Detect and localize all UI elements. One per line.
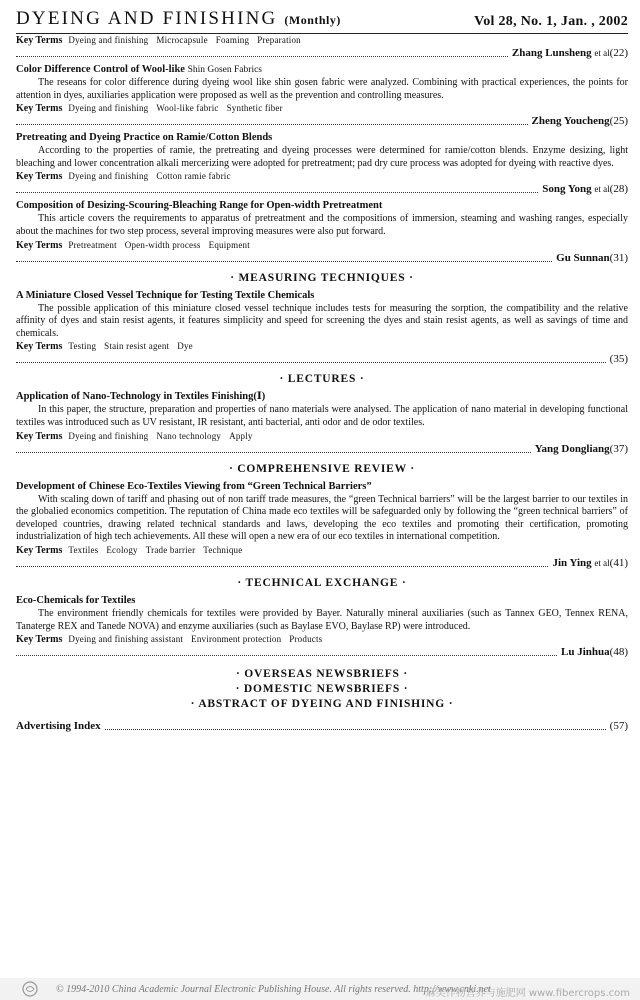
section-heading: · LECTURES · (279, 373, 365, 386)
article-author (552, 557, 609, 570)
article-author (556, 252, 610, 265)
key-term: Dyeing and finishing assistant (68, 634, 184, 645)
page-header (16, 0, 628, 34)
advertising-label: Advertising Index (16, 720, 101, 733)
article-abstract: With scaling down of tariff and phasing out of non tariff trade measures, the “green Technical barriers” will be the largest barrier to our textiles in the globalied economics competition. The reputation of China made eco textiles will be safeguarded only by following the “green technical barriers” of developed countries, drawing related technical standards and laws, developing the eco textiles and promoting their certification, promoting industrialization of high tech achievements. All these will open a new era of our eco textiles in international competition. (16, 493, 628, 543)
page-number: (48) (609, 646, 628, 659)
key-term: Textiles (68, 544, 99, 555)
article-author (561, 646, 610, 659)
key-term: Foaming (215, 35, 250, 45)
author-name: Song Yong (542, 183, 592, 196)
page-number: (25) (609, 115, 628, 128)
article-abstract: According to the properties of ramie, the pretreating and dyeing processes were determined for ramie/cotton blends. Enzyme desizing, light bleaching and lower concentration alkali mercerizing were adopted for pretreatment; pad dry cure process was adopted for dyeing with reactive dyes. (16, 145, 628, 169)
key-term: Cotton ramie fabric (156, 171, 231, 182)
journal-name: DYEING AND FINISHING (16, 8, 278, 29)
key-terms-label: Key Terms (16, 430, 63, 442)
key-term: Testing (68, 341, 97, 352)
article-title-main: Pretreating and Dyeing Practice on Ramie/Cotton Blends (16, 132, 273, 144)
article-title-main: A Miniature Closed Vessel Technique for Testing Textile Chemicals (16, 289, 315, 301)
article-title-main: Eco-Chemicals for Textiles (16, 594, 136, 606)
advertising-index (16, 720, 628, 733)
key-term: Synthetic fiber (226, 103, 283, 114)
article-title (16, 131, 628, 145)
leader-dots (16, 124, 528, 125)
key-terms-label: Key Terms (16, 35, 63, 46)
article-title-tail: Shin Gosen Fabrics (187, 65, 262, 75)
author-name: Lu Jinhua (561, 646, 610, 659)
key-terms-label: Key Terms (16, 103, 63, 115)
author-et-al: et al (594, 557, 610, 568)
author-name: Zhang Lunsheng (511, 47, 592, 59)
issue-info: Vol 28, No. 1, Jan. , 2002 (474, 14, 628, 29)
page-number: (41) (609, 556, 628, 569)
leader-dots (16, 452, 531, 453)
article-byline (16, 557, 628, 570)
key-term: Dyeing and finishing (68, 103, 149, 114)
author-name: Jin Ying (552, 556, 592, 569)
site-watermark: 麻类作物营养与施肥网 www.fibercrops.com (425, 988, 630, 999)
article-byline (16, 115, 628, 128)
author-name: Zheng Youcheng (531, 115, 610, 128)
key-term: Dyeing and finishing (68, 430, 149, 441)
copyright-notice: © 1994-2010 China Academic Journal Electronic Publishing House. All rights reserved. http://www.cnki.net (56, 984, 491, 995)
article-byline (16, 252, 628, 265)
article-byline (16, 646, 628, 659)
key-term: Nano technology (156, 430, 222, 441)
article-abstract: The possible application of this miniature closed vessel technique includes tests for measuring the sorption, the compatibility and the relative affinity of dyes and stain resist agents, it features simplicity and speed for screening the dyes and stain resist agents, as well as savings of time and chemicals. (16, 302, 628, 339)
leader-dots (16, 362, 606, 363)
key-term: Apply (229, 430, 253, 441)
table-of-contents (16, 34, 628, 733)
leader-dots (16, 655, 557, 656)
key-term: Technique (203, 544, 243, 555)
article-abstract: In this paper, the structure, preparation and properties of nano materials were analysed. The application of nano material in developing functional textiles was introduced such as UV resistant, IR resistant, anti bacterial, anti odor and de odor textiles. (16, 404, 628, 428)
section-heading: · COMPREHENSIVE REVIEW · (228, 462, 416, 475)
section-heading: · ABSTRACT OF DYEING AND FINISHING · (190, 698, 454, 711)
key-terms-line (16, 170, 628, 183)
key-term: Ecology (106, 544, 138, 555)
article-title-main: Color Difference Control of Wool-like (16, 64, 188, 75)
journal-title (16, 8, 341, 30)
page-number: (37) (609, 442, 628, 455)
journal-contents-page (16, 0, 628, 733)
leader-dots (16, 56, 508, 57)
key-term: Stain resist agent (104, 341, 170, 352)
page-number: (22) (609, 47, 628, 59)
leader-dots (16, 261, 552, 262)
article-byline (16, 443, 628, 456)
key-term: Pretreatment (68, 239, 117, 250)
author-name: Gu Sunnan (556, 251, 610, 264)
key-terms-line (16, 340, 628, 353)
key-term: Products (289, 634, 323, 645)
author-et-al: et al (594, 184, 610, 195)
leader-dots (105, 729, 606, 730)
article-title (16, 480, 628, 494)
key-term: Wool-like fabric (156, 103, 219, 114)
page-number: (35) (609, 353, 628, 366)
key-term: Equipment (208, 239, 250, 250)
page-number: (57) (609, 720, 628, 733)
key-terms-label: Key Terms (16, 341, 63, 353)
article-title (16, 390, 628, 404)
article-title (16, 199, 628, 213)
author-name: Yang Dongliang (534, 442, 610, 455)
key-term: Dye (177, 341, 193, 352)
key-terms-label: Key Terms (16, 634, 63, 646)
key-term: Open-width process (124, 239, 201, 250)
key-terms-line (16, 239, 628, 252)
article-byline (16, 47, 628, 60)
author-et-al: et al (594, 48, 610, 58)
article-title (16, 289, 628, 303)
article-abstract: The reseans for color difference during dyeing wool like shin gosen fabric were analyzed. Combining with practical experiences, the points for attention in dyes, auxiliaries application were proposed as well as the prevention and controlling measures. (16, 77, 628, 101)
article-title-main: Application of Nano-Technology in Textiles Finishing(Ⅰ) (16, 391, 266, 403)
key-terms-line (16, 34, 628, 47)
article-byline (16, 353, 628, 366)
article-author (512, 47, 610, 60)
key-term: Preparation (257, 35, 301, 45)
article-abstract: The environment friendly chemicals for textiles were provided by Bayer. Naturally mineral auxiliaries (such as Tannex GEO, Tennex RENA, Tanaterge REX and Tanede NOVA) and enzyme auxiliaries (such as Baylase EVO, Baylase RP) were introduced. (16, 607, 628, 632)
article-author (535, 443, 610, 456)
section-heading: · MEASURING TECHNIQUES · (230, 271, 414, 284)
key-term: Trade barrier (145, 544, 196, 555)
key-terms-line (16, 544, 628, 557)
article-title (16, 594, 628, 608)
key-term: Microcapsule (156, 35, 208, 45)
key-term: Environment protection (191, 634, 282, 645)
key-term: Dyeing and finishing (68, 171, 149, 182)
article-byline (16, 183, 628, 196)
key-terms-label: Key Terms (16, 239, 63, 251)
leader-dots (16, 192, 538, 193)
article-title-main: Development of Chinese Eco-Textiles Viewing from “Green Technical Barriers” (16, 480, 372, 492)
article-title-main: Composition of Desizing-Scouring-Bleaching Range for Open-width Pretreatment (16, 200, 383, 212)
key-terms-label: Key Terms (16, 544, 63, 556)
key-term: Dyeing and finishing (68, 35, 149, 45)
journal-frequency: (Monthly) (284, 13, 341, 27)
section-heading: · OVERSEAS NEWSBRIEFS · (235, 668, 409, 681)
key-terms-label: Key Terms (16, 171, 63, 183)
key-terms-line (16, 430, 628, 443)
section-heading: · DOMESTIC NEWSBRIEFS · (235, 683, 409, 696)
publisher-logo-icon (22, 981, 38, 997)
article-abstract: This article covers the requirements to apparatus of pretreatment and the compositions of immersion, steaming and washing ranges, especially about the machines for two step process, several improving measures were also put forward. (16, 213, 628, 237)
article-title (16, 63, 628, 77)
leader-dots (16, 566, 548, 567)
article-author (542, 183, 609, 196)
closing-sections (16, 667, 628, 712)
key-terms-line (16, 102, 628, 115)
page-number: (28) (609, 183, 628, 196)
section-heading: · TECHNICAL EXCHANGE · (237, 576, 407, 589)
key-terms-line (16, 633, 628, 646)
article-author (532, 115, 610, 128)
page-number: (31) (609, 251, 628, 264)
